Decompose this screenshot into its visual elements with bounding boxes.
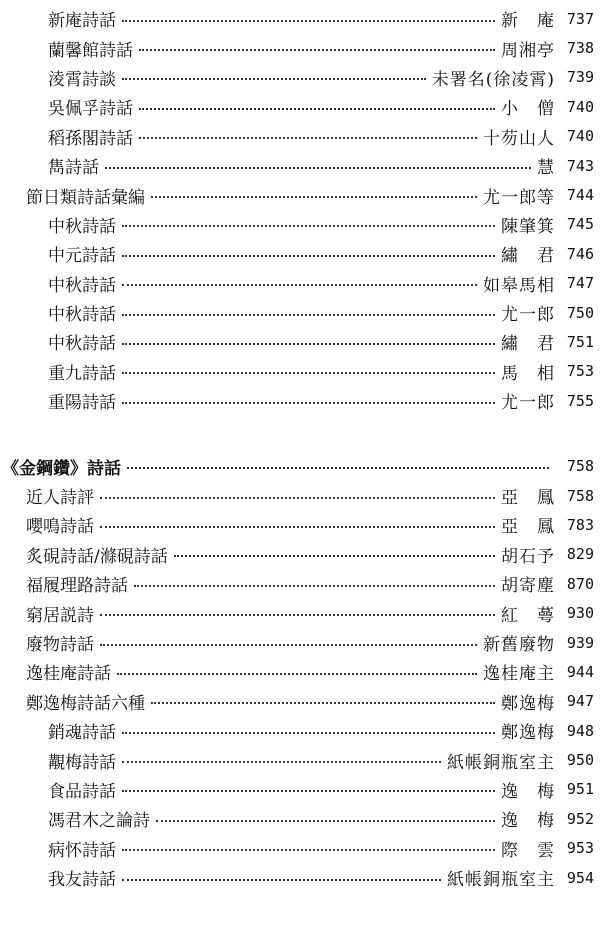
- entry-author: 繡 君: [501, 334, 555, 355]
- entry-author: 小 僧: [501, 99, 555, 120]
- dot-leader: [139, 31, 495, 51]
- dot-leader: [122, 207, 495, 227]
- toc-entry[interactable]: [0, 33, 600, 62]
- dot-leader: [122, 266, 477, 286]
- toc-entry[interactable]: [0, 775, 600, 804]
- entry-page-number: 950: [566, 751, 594, 770]
- entry-title: 重陽詩話: [48, 393, 116, 414]
- entry-title: 中元詩話: [48, 246, 116, 267]
- entry-title: 中秋詩話: [48, 216, 116, 237]
- entry-page-number: 746: [566, 244, 594, 263]
- entry-author: 紙帳銅瓶室主: [447, 870, 555, 891]
- entry-author: 未署名(徐凌霄): [431, 69, 555, 90]
- entry-page-number: 952: [566, 809, 594, 828]
- entry-title: 覯梅詩話: [48, 752, 116, 773]
- entry-page-number: 829: [566, 545, 594, 564]
- entry-title: 新庵詩話: [48, 11, 116, 32]
- dot-leader: [122, 237, 495, 257]
- entry-page-number: 930: [566, 604, 594, 623]
- entry-title: 吳佩孚詩話: [48, 99, 133, 120]
- toc-entry[interactable]: [0, 834, 600, 863]
- entry-page-number: 738: [566, 39, 594, 58]
- toc-entry[interactable]: [0, 122, 600, 151]
- entry-title: 福履理路詩話: [26, 576, 128, 597]
- entry-author: 尤一郎: [501, 305, 555, 326]
- table-of-contents: [0, 4, 600, 892]
- toc-entry[interactable]: [0, 569, 600, 598]
- entry-page-number: 747: [566, 274, 594, 293]
- entry-page-number: 870: [566, 574, 594, 593]
- entry-page-number: 740: [566, 127, 594, 146]
- entry-title: 炙硯詩話/滌硯詩話: [26, 546, 168, 567]
- dot-leader: [127, 449, 549, 469]
- entry-page-number: 944: [566, 662, 594, 681]
- entry-page-number: 758: [566, 486, 594, 505]
- entry-page-number: 953: [566, 839, 594, 858]
- dot-leader: [117, 655, 477, 675]
- entry-title: 淩霄詩談: [48, 69, 116, 90]
- dot-leader: [134, 567, 495, 587]
- entry-page-number: 954: [566, 868, 594, 887]
- dot-leader: [105, 149, 531, 169]
- entry-page-number: 948: [566, 721, 594, 740]
- dot-leader: [122, 60, 426, 80]
- dot-leader: [151, 178, 477, 198]
- entry-page-number: 739: [566, 68, 594, 87]
- toc-entry[interactable]: [0, 657, 600, 686]
- toc-entry[interactable]: [0, 451, 600, 480]
- entry-title: 節日類詩話彙編: [26, 187, 145, 208]
- entry-title: 《金鋼鑽》詩話: [2, 458, 121, 479]
- dot-leader: [122, 296, 495, 316]
- dot-leader: [139, 90, 495, 110]
- toc-entry[interactable]: [0, 481, 600, 510]
- entry-page-number: 743: [566, 156, 594, 175]
- dot-leader: [156, 802, 495, 822]
- toc-entry[interactable]: [0, 151, 600, 180]
- dot-leader: [122, 384, 495, 404]
- toc-entry[interactable]: [0, 239, 600, 268]
- entry-author: 新舊廢物: [483, 635, 555, 655]
- entry-title: 雋詩話: [48, 158, 99, 179]
- toc-entry[interactable]: [0, 863, 600, 892]
- entry-page-number: 755: [566, 391, 594, 410]
- entry-author: 紅 蕚: [501, 605, 555, 626]
- toc-entry[interactable]: [0, 269, 600, 298]
- toc-entry[interactable]: [0, 180, 600, 209]
- entry-page-number: 758: [566, 457, 594, 476]
- entry-page-number: 740: [566, 97, 594, 116]
- dot-leader: [151, 684, 495, 704]
- entry-author: 亞 鳳: [501, 517, 555, 538]
- toc-entry[interactable]: [0, 4, 600, 33]
- toc-entry[interactable]: [0, 745, 600, 774]
- entry-title: 中秋詩話: [48, 275, 116, 296]
- entry-author: 如皋馬相: [483, 275, 555, 296]
- toc-entry[interactable]: [0, 92, 600, 121]
- entry-title: 病怀詩話: [48, 840, 116, 861]
- dot-leader: [100, 508, 495, 528]
- entry-author: 鄭逸梅: [501, 693, 555, 714]
- toc-entry[interactable]: [0, 327, 600, 356]
- dot-leader: [100, 479, 495, 499]
- toc-entry[interactable]: [0, 540, 600, 569]
- section-gap: [0, 415, 600, 451]
- entry-author: 逸桂庵主: [483, 664, 555, 685]
- dot-leader: [122, 354, 495, 374]
- dot-leader: [100, 596, 495, 616]
- entry-page-number: 939: [566, 633, 594, 652]
- entry-title: 食品詩話: [48, 781, 116, 802]
- entry-title: 蘭馨館詩話: [48, 40, 133, 61]
- entry-page-number: 951: [566, 780, 594, 799]
- entry-title: 銷魂詩話: [48, 723, 116, 744]
- entry-title: 中秋詩話: [48, 305, 116, 326]
- entry-page-number: 947: [566, 692, 594, 711]
- dot-leader: [122, 861, 441, 881]
- entry-author: 逸 梅: [501, 811, 555, 832]
- toc-entry[interactable]: [0, 386, 600, 415]
- entry-title: 嚶鳴詩話: [26, 517, 94, 538]
- entry-author: 胡石予: [501, 546, 555, 567]
- dot-leader: [122, 325, 495, 345]
- entry-title: 鄭逸梅詩話六種: [26, 693, 145, 714]
- entry-author: 繡 君: [501, 246, 555, 267]
- entry-page-number: 751: [566, 332, 594, 351]
- entry-author: 亞 鳳: [501, 488, 555, 509]
- toc-entry[interactable]: [0, 716, 600, 745]
- dot-leader: [122, 831, 495, 851]
- entry-author: 鄭逸梅: [501, 723, 555, 744]
- entry-title: 重九詩話: [48, 363, 116, 384]
- toc-entry[interactable]: [0, 598, 600, 627]
- dot-leader: [174, 537, 495, 557]
- dot-leader: [122, 772, 495, 792]
- entry-title: 我友詩話: [48, 870, 116, 891]
- entry-title: 馮君木之論詩: [48, 811, 150, 832]
- dot-leader: [122, 743, 441, 763]
- toc-entry[interactable]: [0, 357, 600, 386]
- toc-entry[interactable]: [0, 510, 600, 539]
- entry-author: 尤一郎: [501, 393, 555, 414]
- toc-entry[interactable]: [0, 63, 600, 92]
- entry-author: 陳肇箕: [501, 216, 555, 237]
- entry-author: 馬 相: [501, 363, 555, 384]
- entry-author: 紙帳銅瓶室主: [447, 752, 555, 773]
- entry-author: 尤一郎等: [483, 187, 555, 208]
- dot-leader: [122, 2, 495, 22]
- entry-page-number: 750: [566, 303, 594, 322]
- entry-title: 逸桂庵詩話: [26, 664, 111, 685]
- entry-title: 稻孫閣詩話: [48, 128, 133, 149]
- toc-entry[interactable]: [0, 298, 600, 327]
- toc-entry[interactable]: [0, 628, 600, 657]
- entry-title: 近人詩評: [26, 488, 94, 509]
- toc-entry[interactable]: [0, 210, 600, 239]
- entry-page-number: 783: [566, 515, 594, 534]
- entry-page-number: 737: [566, 9, 594, 28]
- entry-title: 中秋詩話: [48, 334, 116, 355]
- dot-leader: [100, 626, 477, 646]
- entry-page-number: 745: [566, 215, 594, 234]
- entry-author: 新 庵: [501, 11, 555, 32]
- entry-author: 逸 梅: [501, 781, 555, 802]
- entry-page-number: 753: [566, 362, 594, 381]
- entry-author: 胡寄塵: [501, 576, 555, 597]
- toc-entry[interactable]: [0, 687, 600, 716]
- toc-entry[interactable]: [0, 804, 600, 833]
- entry-author: 慧: [537, 158, 555, 179]
- entry-title: 窮居説詩: [26, 605, 94, 626]
- dot-leader: [122, 714, 495, 734]
- entry-title: 廢物詩話: [26, 635, 94, 655]
- entry-page-number: 744: [566, 186, 594, 205]
- entry-author: 際 雲: [501, 840, 555, 861]
- dot-leader: [139, 119, 477, 139]
- entry-author: 周湘亭: [501, 40, 555, 61]
- entry-author: 十芴山人: [483, 128, 555, 149]
